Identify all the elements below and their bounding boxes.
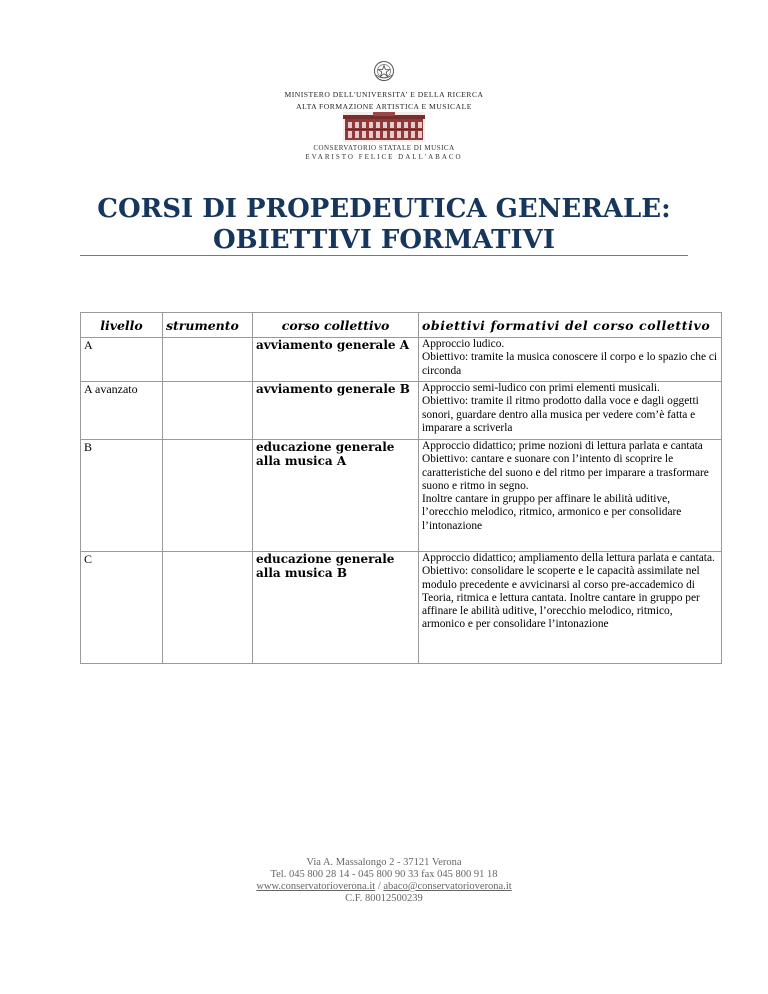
footer-links <box>0 881 768 893</box>
page-title-line-1: CORSI DI PROPEDEUTICA GENERALE: <box>97 194 671 224</box>
cell-strumento <box>163 338 253 382</box>
footer-phones: Tel. 045 800 28 14 - 045 800 90 33 fax 045 800 91 18 <box>270 869 498 880</box>
table-row <box>81 440 722 552</box>
cell-corso: avviamento generale B <box>253 382 419 440</box>
objective-line: Approccio didattico; prime nozioni di lettura parlata e cantata <box>422 440 703 452</box>
conservatory-line-2: EVARISTO FELICE DALL'ABACO <box>305 153 463 161</box>
header-obiettivi: obiettivi formativi del corso collettivo <box>419 313 722 338</box>
conservatory-building-logo <box>343 112 425 142</box>
cell-strumento <box>163 382 253 440</box>
table-row <box>81 338 722 382</box>
title-divider <box>80 255 688 256</box>
objective-line: Inoltre cantare in gruppo per affinare le abilità uditive, l’orecchio melodico, ritmico, armonico e per consolidare l’intonazione <box>422 493 682 532</box>
objective-line: Obiettivo: cantare e suonare con l’intento di scoprire le caratteristiche del suono e del ritmo per imparare a trasformare suono e ritmo in segno. <box>422 453 709 492</box>
objective-line: Approccio ludico. <box>422 338 505 350</box>
table-row <box>81 382 722 440</box>
header-livello: livello <box>81 313 163 338</box>
conservatory-line-1: CONSERVATORIO STATALE DI MUSICA <box>313 144 455 152</box>
cell-obiettivi <box>419 338 722 382</box>
cell-strumento <box>163 440 253 552</box>
table-row <box>81 552 722 664</box>
cell-corso: educazione generale alla musica A <box>253 440 419 552</box>
cell-obiettivi <box>419 440 722 552</box>
objective-line: Approccio didattico; ampliamento della lettura parlata e cantata. <box>422 552 715 564</box>
cell-livello: B <box>81 440 163 552</box>
cell-livello: C <box>81 552 163 664</box>
republic-emblem-icon <box>373 60 395 82</box>
header-corso-collettivo: corso collettivo <box>253 313 419 338</box>
cell-obiettivi <box>419 552 722 664</box>
link-separator: / <box>375 881 384 892</box>
page-title-line-2: OBIETTIVI FORMATIVI <box>212 225 555 255</box>
cell-obiettivi <box>419 382 722 440</box>
objective-line: Obiettivo: tramite la musica conoscere il corpo e lo spazio che ci circonda <box>422 351 718 377</box>
objective-line: Obiettivo: consolidare le scoperte e le capacità assimilate nel modulo precedente e avvicinarsi al corso pre-accademico di Teoria, ritmica e lettura cantata. Inoltre cantare in gruppo per affinare le abilità uditive, l’orecchio melodico, ritmico, armonico e per consolidare l’intonazione <box>422 565 700 631</box>
cell-livello: A <box>81 338 163 382</box>
table-header-row <box>81 313 722 338</box>
website-link[interactable]: www.conservatorioverona.it <box>256 881 376 892</box>
objectives-table <box>80 312 722 664</box>
cell-strumento <box>163 552 253 664</box>
footer-address: Via A. Massalongo 2 - 37121 Verona <box>306 857 462 868</box>
cell-corso: avviamento generale A <box>253 338 419 382</box>
ministry-line-2: ALTA FORMAZIONE ARTISTICA E MUSICALE <box>296 102 472 111</box>
cell-corso: educazione generale alla musica B <box>253 552 419 664</box>
footer-fiscal-code: C.F. 80012500239 <box>345 893 423 904</box>
ministry-line-1: MINISTERO DELL'UNIVERSITA' E DELLA RICERCA <box>284 90 484 99</box>
header-strumento: strumento <box>163 313 253 338</box>
objective-line: Obiettivo: tramite il ritmo prodotto dalla voce e dagli oggetti sonori, guardare dentro alla musica per vedere com’è fatta e imparare a scriverla <box>422 395 699 434</box>
objective-line: Approccio semi-ludico con primi elementi musicali. <box>422 382 660 394</box>
cell-livello: A avanzato <box>81 382 163 440</box>
email-link[interactable]: abaco@conservatorioverona.it <box>383 881 512 892</box>
